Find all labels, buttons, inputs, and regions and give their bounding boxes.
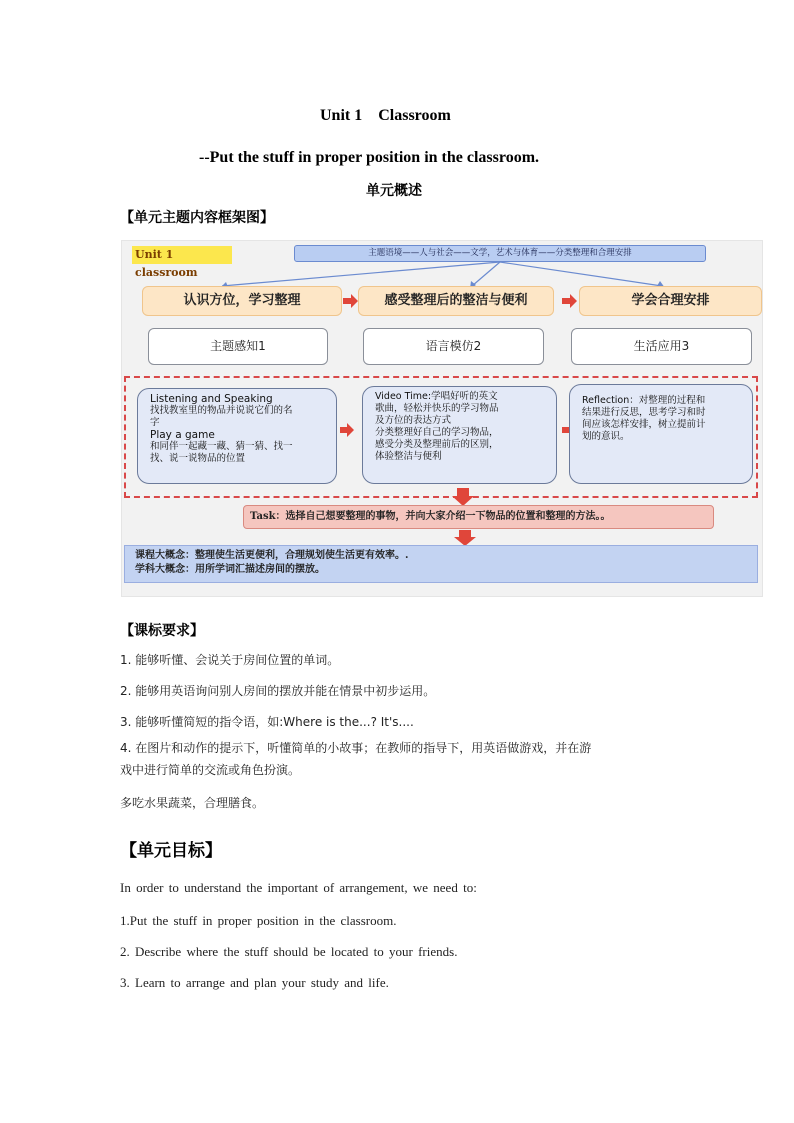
activity-1-line-6: 找、说一说物品的位置 <box>150 453 246 464</box>
stage-arrow-2 <box>562 294 578 308</box>
activity-1-line-5: 和同伴一起藏一藏、猜一猜、找一 <box>150 441 293 452</box>
activity-3-line-2: 结果进行反思，思考学习和时 <box>582 407 706 418</box>
activity-arrow-1 <box>340 423 355 437</box>
goals-intro: In order to understand the important of arrangement, we need to: <box>120 880 477 895</box>
activity-1-line-1: Listening and Speaking <box>150 393 273 405</box>
course-concept: 课程大概念：整理使生活更便利，合理规划使生活更有效率。. <box>135 550 409 561</box>
activity-2-line-4: 分类整理好自己的学习物品， <box>375 427 499 438</box>
activity-3-line-4: 划的意识。 <box>582 431 630 442</box>
requirement-2: 2. 能够用英语询问别人房间的摆放并能在情景中初步运用。 <box>120 684 436 698</box>
theme-framework-diagram <box>121 240 763 597</box>
stage-1: 认识方位，学习整理 <box>142 286 342 316</box>
activity-1-line-3: 字 <box>150 417 160 428</box>
stage-2: 感受整理后的整洁与便利 <box>358 286 554 316</box>
activity-1-line-4: Play a game <box>150 429 215 441</box>
connector-left <box>222 262 500 286</box>
stage-3: 学会合理安排 <box>579 286 762 316</box>
unit-subtitle: --Put the stuff in proper position in the classroom. <box>199 149 540 166</box>
down-arrow-1 <box>452 488 474 506</box>
goal-1: 1.Put the stuff in proper position in the classroom. <box>120 913 397 928</box>
framework-heading: 【单元主题内容框架图】 <box>120 210 274 226</box>
requirement-3: 3. 能够听懂简短的指令语，如:Where is the...? It's.... <box>120 715 414 729</box>
requirements-heading: 【课标要求】 <box>120 623 204 639</box>
down-arrow-2 <box>454 530 476 546</box>
connector-lines <box>122 241 762 291</box>
subject-concept: 学科大概念：用所学词汇描述房间的摆放。 <box>135 564 325 575</box>
task-banner: Task：选择自己想要整理的事物，并向大家介绍一下物品的位置和整理的方法。。 <box>243 505 714 529</box>
activity-2-line-1: Video Time:学唱好听的英文 <box>375 391 498 402</box>
activity-2-line-3: 及方位的表达方式 <box>375 415 452 426</box>
level-imitation: 语言模仿2 <box>363 328 544 365</box>
goal-3: 3. Learn to arrange and plan your study and life. <box>120 975 389 990</box>
stage-arrow-1 <box>343 294 359 308</box>
requirement-4: 4. 在图片和动作的提示下，听懂简单的小故事；在教师的指导下，用英语做游戏，并在游 <box>120 741 592 755</box>
connector-middle <box>472 262 500 286</box>
requirement-diet: 多吃水果蔬菜，合理膳食。 <box>120 796 265 810</box>
goals-heading: 【单元目标】 <box>120 841 222 861</box>
level-perception: 主题感知1 <box>148 328 328 365</box>
unit-label: Unit 1 classroom <box>132 246 232 264</box>
activity-3-line-3: 间应该怎样安排，树立提前计 <box>582 419 706 430</box>
requirement-4-cont: 戏中进行简单的交流或角色扮演。 <box>120 763 301 777</box>
activity-2-line-2: 歌曲，轻松并快乐的学习物品 <box>375 403 499 414</box>
connector-right <box>500 262 662 286</box>
activity-2-line-5: 感受分类及整理前后的区别， <box>375 439 499 450</box>
activity-3-line-1: Reflection：对整理的过程和 <box>582 395 706 406</box>
activity-1-line-2: 找找教室里的物品并说说它们的名 <box>150 405 293 416</box>
activity-box-2 <box>362 386 557 484</box>
goal-2: 2. Describe where the stuff should be located to your friends. <box>120 944 458 959</box>
overview-heading: 单元概述 <box>366 183 422 199</box>
unit-title: Unit 1 Classroom <box>320 107 451 124</box>
theme-context-bar: 主题语境——人与社会——文学，艺术与体育——分类整理和合理安排 <box>294 245 706 262</box>
activity-box-3 <box>569 384 753 484</box>
activity-2-line-6: 体验整洁与便利 <box>375 451 442 462</box>
requirement-1: 1. 能够听懂、会说关于房间位置的单词。 <box>120 653 340 667</box>
level-application: 生活应用3 <box>571 328 752 365</box>
activity-box-1 <box>137 388 337 484</box>
big-concepts <box>124 545 758 583</box>
